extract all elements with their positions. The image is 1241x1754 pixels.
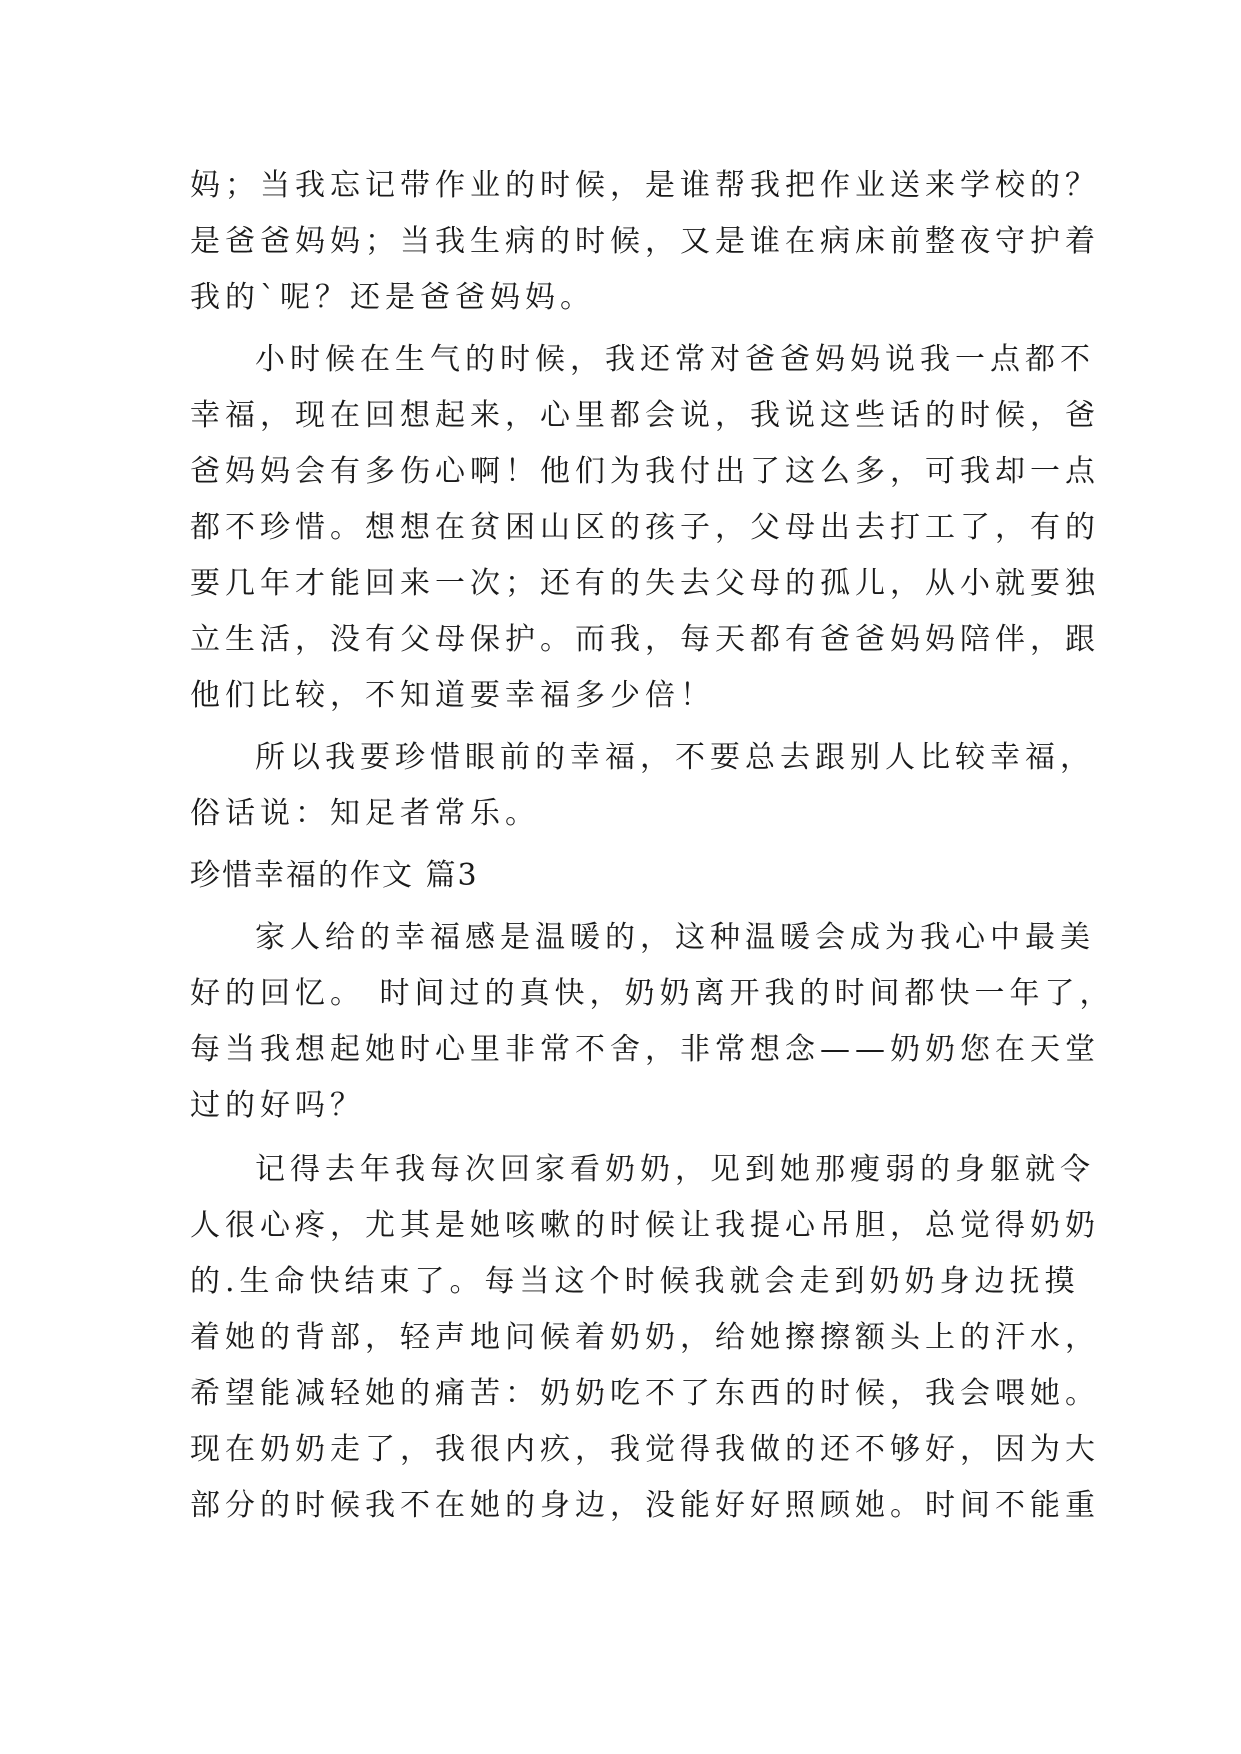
text-line: 他们比较，不知道要幸福多少倍！ (190, 678, 715, 713)
text-line: 爸妈妈会有多伤心啊！他们为我付出了这么多，可我却一点 (190, 454, 1100, 489)
text-line: 是爸爸妈妈；当我生病的时候，又是谁在病床前整夜守护着 (190, 224, 1100, 259)
paragraph-start-line: 记得去年我每次回家看奶奶，见到她那瘦弱的身躯就令 (255, 1152, 1095, 1187)
text-line: 幸福，现在回想起来，心里都会说，我说这些话的时候，爸 (190, 398, 1100, 433)
text-line: 着她的背部，轻声地问候着奶奶，给她擦擦额头上的汗水， (190, 1320, 1100, 1355)
section-heading: 珍惜幸福的作文 篇3 (190, 858, 479, 893)
text-line: 俗话说：知足者常乐。 (190, 796, 540, 831)
text-line: 立生活，没有父母保护。而我，每天都有爸爸妈妈陪伴，跟 (190, 622, 1100, 657)
text-line: 要几年才能回来一次；还有的失去父母的孤儿，从小就要独 (190, 566, 1100, 601)
text-line: 每当我想起她时心里非常不舍，非常想念——奶奶您在天堂 (190, 1032, 1100, 1067)
text-line: 希望能减轻她的痛苦：奶奶吃不了东西的时候，我会喂她。 (190, 1376, 1100, 1411)
paragraph-start-line: 小时候在生气的时候，我还常对爸爸妈妈说我一点都不 (255, 342, 1095, 377)
text-line: 部分的时候我不在她的身边，没能好好照顾她。时间不能重 (190, 1488, 1100, 1523)
text-line: 好的回忆。 时间过的真快，奶奶离开我的时间都快一年了， (190, 976, 1115, 1011)
text-line: 现在奶奶走了，我很内疚，我觉得我做的还不够好，因为大 (190, 1432, 1100, 1467)
text-line: 过的好吗？ (190, 1088, 365, 1123)
text-line: 人很心疼，尤其是她咳嗽的时候让我提心吊胆，总觉得奶奶 (190, 1208, 1100, 1243)
text-line: 的.生命快结束了。每当这个时候我就会走到奶奶身边抚摸 (190, 1264, 1080, 1299)
text-line: 都不珍惜。想想在贫困山区的孩子，父母出去打工了，有的 (190, 510, 1100, 545)
text-line: 妈；当我忘记带作业的时候，是谁帮我把作业送来学校的？ (190, 168, 1100, 203)
text-line: 我的`呢？还是爸爸妈妈。 (190, 280, 595, 315)
paragraph-start-line: 家人给的幸福感是温暖的，这种温暖会成为我心中最美 (255, 920, 1095, 955)
paragraph-start-line: 所以我要珍惜眼前的幸福，不要总去跟别人比较幸福， (255, 740, 1095, 775)
